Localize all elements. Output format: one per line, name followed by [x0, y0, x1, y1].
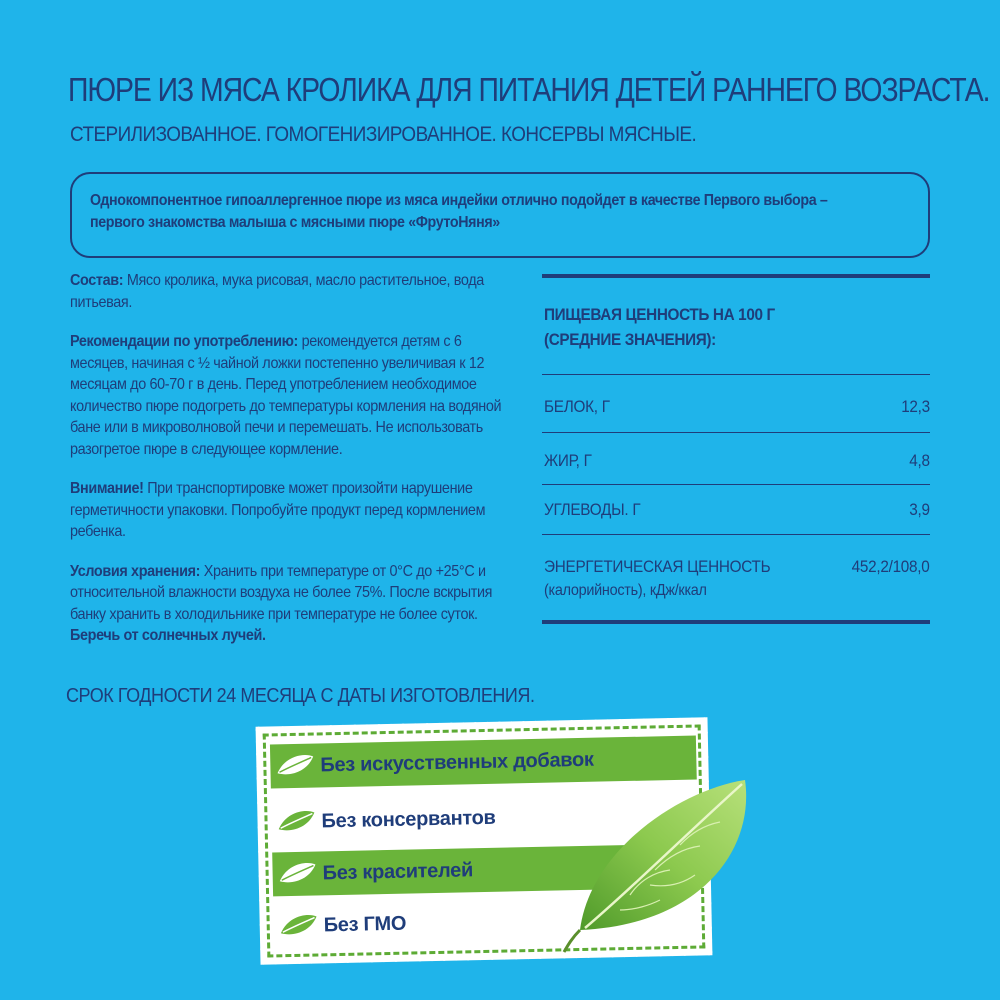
- storage-label: Условия хранения:: [70, 562, 201, 580]
- nutrition-title-line-1: ПИЩЕВАЯ ЦЕННОСТЬ НА 100 Г: [544, 305, 775, 324]
- leaf-icon: [273, 903, 324, 948]
- composition-paragraph: [70, 270, 511, 313]
- intro-line-2: первого знакомства малыша с мясными пюре «ФрутоНяня»: [90, 214, 500, 231]
- nutrient-name: БЕЛОК, Г: [544, 397, 610, 416]
- recommendations-text: рекомендуется детям с 6 месяцев, начиная с ½ чайной ложки постепенно увеличивая к 12 месяцам до 60-70 г в день. Перед употреблением необходимое количество пюре подогреть до температуры кормления на водяной бане или в микроволновой печи и перемешать. Не использовать разогретое пюре в следующее кормление.: [70, 333, 502, 458]
- storage-paragraph: [70, 561, 511, 647]
- leaf-icon: [271, 799, 322, 844]
- green-leaf-icon: [560, 760, 780, 960]
- storage-text: Хранить при температуре от 0°С до +25°С и относительной влажности воздуха не более 75%. После вскрытия банку хранить в холодильнике при температуре не более суток.: [70, 562, 493, 623]
- nutrition-divider: [542, 374, 930, 375]
- storage-emphasis: Беречь от солнечных лучей.: [70, 627, 266, 644]
- nutrient-value: 12,3: [901, 397, 930, 416]
- recommendations-label: Рекомендации по употреблению:: [70, 333, 298, 350]
- nutrient-name: ЭНЕРГЕТИЧЕСКАЯ ЦЕННОСТЬ: [544, 557, 771, 576]
- composition-label: Состав:: [70, 272, 124, 289]
- description-column: [70, 270, 540, 665]
- product-subtitle: СТЕРИЛИЗОВАННОЕ. ГОМОГЕНИЗИРОВАННОЕ. КОНСЕРВЫ МЯСНЫЕ.: [70, 123, 697, 146]
- nutrient-unit: (калорийность), кДж/ккал: [544, 582, 707, 599]
- warning-label: Внимание!: [70, 480, 144, 497]
- nutrition-divider: [542, 534, 930, 535]
- nutrient-value: 452,2/108,0: [852, 557, 930, 576]
- product-title: ПЮРЕ ИЗ МЯСА КРОЛИКА ДЛЯ ПИТАНИЯ ДЕТЕЙ РАННЕГО ВОЗРАСТА.: [68, 71, 990, 108]
- warning-paragraph: [70, 478, 511, 543]
- nutrition-row: [542, 556, 930, 606]
- badge-label: Без искусственных добавок: [320, 748, 594, 776]
- composition-text: Мясо кролика, мука рисовая, масло растительное, вода питьевая.: [70, 272, 484, 311]
- nutrition-title-line-2: (СРЕДНИЕ ЗНАЧЕНИЯ):: [544, 330, 716, 349]
- nutrient-name: ЖИР, Г: [544, 451, 592, 470]
- badge-label: Без красителей: [322, 858, 474, 884]
- intro-box: [70, 172, 930, 258]
- warning-text: При транспортировке может произойти нарушение герметичности упаковки. Попробуйте продукт перед кормлением ребенка.: [70, 480, 486, 540]
- badge-label: Без консервантов: [321, 806, 496, 832]
- intro-text: [90, 190, 918, 234]
- intro-line-1: Однокомпонентное гипоаллергенное пюре из мяса индейки отлично подойдет в качестве Первого выбора –: [90, 192, 828, 209]
- badge-label: Без ГМО: [323, 912, 407, 936]
- leaf-icon: [270, 743, 321, 788]
- nutrition-table: [542, 274, 930, 624]
- nutrient-value: 3,9: [909, 500, 930, 519]
- leaf-icon: [272, 851, 323, 896]
- nutrition-divider: [542, 484, 930, 485]
- nutrition-divider: [542, 432, 930, 433]
- recommendations-paragraph: [70, 331, 511, 460]
- nutrition-title: [544, 302, 886, 352]
- nutrition-row: [542, 499, 930, 539]
- nutrition-row: [542, 396, 930, 436]
- shelf-life: СРОК ГОДНОСТИ 24 МЕСЯЦА С ДАТЫ ИЗГОТОВЛЕНИЯ.: [66, 685, 535, 707]
- nutrient-value: 4,8: [909, 451, 930, 470]
- nutrient-name: УГЛЕВОДЫ. Г: [544, 500, 641, 519]
